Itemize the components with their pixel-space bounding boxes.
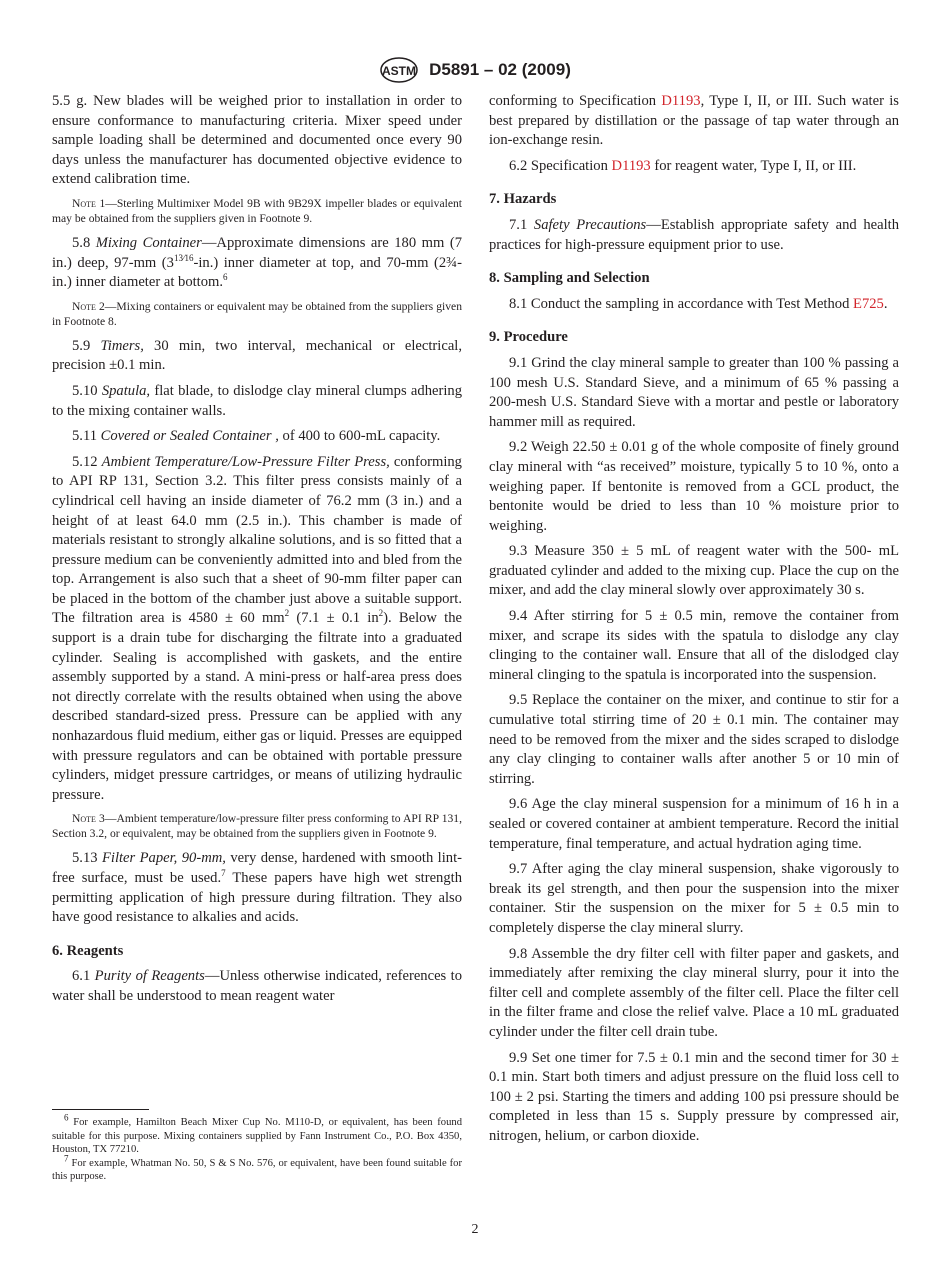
paragraph: [489, 945, 899, 1043]
text-run: 7: [221, 868, 226, 879]
text-run: —Unless otherwise indicated, references to water shall be understood to mean reagent water: [52, 968, 463, 1004]
text-run: (7.1 ± 0.1 in: [289, 610, 379, 627]
document-id: D5891 – 02 (2009): [429, 60, 571, 79]
astm-logo-icon: [379, 57, 419, 83]
text-run: 5.11: [72, 428, 101, 445]
paragraph: [52, 337, 462, 376]
text-run: Mixing Container: [95, 234, 202, 251]
paragraph: [52, 427, 462, 447]
text-run: 9.7 After aging the clay mineral suspension, shake vigorously to break its gel strength, and then pour the suspension into the mixer container. Stir the suspension on the mixer for 5 ± 0.5 min to completely disperse the clay mineral slurry.: [489, 861, 899, 936]
text-run: 5.9: [72, 337, 101, 354]
text-run: 8. Sampling and Selection: [489, 270, 650, 287]
text-run: 9.6 Age the clay mineral suspension for a minimum of 16 h in a sealed or covered container at ambient temperature. Record the initial temperature, final temperature, and actual hydration aging time.: [489, 796, 899, 852]
text-run: Covered or Sealed Container ,: [100, 428, 279, 445]
paragraph: [489, 354, 899, 432]
paragraph: [52, 382, 462, 421]
text-run: 9.5 Replace the container on the mixer, and continue to stir for a cumulative total stirring time of 20 ± 0.1 min. The container may need to be removed from the mixer and the sides scraped to dislodge any clay clinging to container walls after another 5 or 10 min of stirring.: [489, 692, 899, 787]
text-run: 6. Reagents: [52, 942, 124, 959]
footnote-number: 6: [64, 1112, 69, 1123]
text-run: 1—Sterling Multimixer Model 9B with 9B29X impeller blades or equivalent may be obtained from the suppliers given in Footnote 9.: [52, 196, 462, 225]
paragraph: [489, 295, 899, 315]
text-run: 6.2 Specification: [509, 157, 612, 174]
paragraph: [52, 849, 462, 927]
text-run: 3—Ambient temperature/low-pressure filter press conforming to API RP 131, Section 3.2, or equivalent, may be obtained from the suppliers given in Footnote 9.: [52, 812, 462, 841]
text-run: for reagent water, Type I, II, or III.: [650, 157, 857, 174]
text-run: 2—Mixing containers or equivalent may be obtained from the suppliers given in Footnote 8.: [52, 299, 462, 328]
paragraph: [489, 542, 899, 601]
text-run: 7.1: [509, 216, 534, 233]
paragraph: [489, 92, 899, 151]
page-number: 2: [471, 1222, 479, 1237]
footnote-text: For example, Hamilton Beach Mixer Cup No. M110-D, or equivalent, has been found suitable for this purpose. Mixing containers supplied by Fann Instrument Co., P.O. Box 4350, Houston, TX 77210.: [52, 1117, 462, 1156]
paragraph: [489, 1049, 899, 1147]
text-run: 9.2 Weigh 22.50 ± 0.01 g of the whole composite of finely ground clay mineral with “as received” moisture, typically 5 to 10 %, onto a weighing paper. If bentonite is removed from a GCL product, the bentonite would be dried to less than 10 % moisture prior to weighing.: [489, 439, 899, 534]
text-run: ). Below the support is a drain tube for discharging the filtrate into a graduated cylinder. Sealing is accomplished with gaskets, and the entire assembly supported by a stand. A mini-press or half-area press does not directly correlate with the results obtained when using the above described standard-sized press. Pressure can be applied with any nonhazardous fluid medium, either gas or liquid. Presses are equipped with pressure regulators and can be obtained with portable pressure cylinders, midget pressure cartridges, or means of utilizing hydraulic pressure.: [52, 610, 462, 803]
text-run: conforming to API RP 131, Section 3.2. This filter press consists mainly of a cylindrical cell having an inside diameter of 76.2 mm (3 in.) and a height of at least 64.0 mm (2.5 in.). This chamber is made of materials resistant to strongly alkaline solutions, and is so fitted that a pressure medium can be conveniently admitted into and bled from the top. Arrangement is also such that a sheet of 90-mm filter paper can be placed in the bottom of the chamber just above a suitable support. The filtration area is 4580 ± 60 mm: [52, 453, 462, 627]
text-run: , Type I, II, or III. Such water is best prepared by distillation or the passage of tap water through an ion-exchange resin.: [489, 93, 899, 149]
section-heading: [489, 190, 899, 210]
footnote-divider: [52, 1109, 149, 1110]
text-run: of 400 to 600-mL capacity.: [278, 428, 441, 445]
left-column: [52, 92, 462, 1013]
text-run: Filter Paper, 90-mm,: [101, 850, 226, 867]
footnote: [52, 1153, 462, 1184]
text-run: 2: [284, 608, 290, 619]
paragraph: [52, 453, 462, 806]
paragraph: [52, 967, 462, 1006]
text-run: 2: [378, 608, 384, 619]
footnote-number: 7: [64, 1153, 69, 1164]
paragraph: [489, 216, 899, 255]
svg-text:ASTM: ASTM: [382, 64, 417, 78]
paragraph: [489, 438, 899, 536]
right-column: [489, 92, 899, 1153]
paragraph: [489, 691, 899, 789]
text-run: 9.9 Set one timer for 7.5 ± 0.1 min and the second timer for 30 ± 0.1 min. Start both timers and adjust pressure on the fluid loss cell to 100 ± 2 psi. Starting the timers and adding 100 psi pressure should be completed in less than 15 s. Supply pressure by compressed air, nitrogen, helium, or carbon dioxide.: [489, 1049, 899, 1144]
note-label: Note: [72, 196, 96, 210]
text-run: 5.5 g. New blades will be weighed prior to installation in order to ensure conformance to manufacturing criteria. Mixer speed under sample loading shall be determined and documented once every 90 days unless the manufacturer has documented objective evidence to extend calibration time.: [52, 93, 462, 188]
text-run: 9.1 Grind the clay mineral sample to greater than 100 % passing a 100 mesh U.S. Standard Sieve, and a minimum of 65 % passing a 200-mesh U.S. Standard Sieve with a mortar and pestle or laboratory hammer mill as required.: [489, 354, 899, 430]
text-run: 5.12: [72, 453, 102, 470]
note-label: Note: [72, 812, 96, 826]
text-run: conforming to Specification: [489, 93, 662, 109]
text-run: —Establish appropriate safety and health practices for high-pressure equipment prior to use.: [489, 216, 899, 253]
text-run: 30 min, two interval, mechanical or electrical, precision ±0.1 min.: [52, 337, 463, 374]
note: [52, 811, 462, 841]
text-run: 5.10: [72, 382, 102, 399]
text-run: 6: [223, 272, 228, 283]
text-run: 9.3 Measure 350 ± 5 mL of reagent water with the 500- mL graduated cylinder and added to the mixing cup. Place the cup on the mixer, and add the clay mineral slowly over approximately 30 s.: [489, 543, 899, 599]
text-run: 6.1: [72, 968, 95, 985]
note: [52, 299, 462, 329]
text-run: Timers,: [100, 337, 144, 354]
paragraph: [489, 860, 899, 938]
text-run: flat blade, to dislodge clay mineral clumps adhering to the mixing container walls.: [52, 382, 462, 419]
text-run: 8.1 Conduct the sampling in accordance with Test Method: [509, 295, 854, 312]
text-run: .: [883, 295, 888, 312]
text-run: These papers have high wet strength permitting application of high pressure during filtration. They also have good resistance to alkalies and acids.: [52, 870, 462, 926]
standard-link[interactable]: E725: [853, 295, 884, 312]
text-run: 9.4 After stirring for 5 ± 0.5 min, remove the container from mixer, and scrape its sides with the spatula to dislodge any clay clinging to the container wall. Ensure that all of the dislodged clay mineral clinging to the spatula is incorporated into the suspension.: [489, 608, 899, 683]
note-label: Note: [72, 299, 96, 313]
paragraph: [489, 607, 899, 685]
paragraph: [52, 234, 462, 293]
section-heading: [489, 328, 899, 348]
text-run: 5.13: [72, 850, 102, 867]
footnote-text: For example, Whatman No. 50, S & S No. 576, or equivalent, have been found suitable for this purpose.: [52, 1157, 462, 1183]
text-run: 9.8 Assemble the dry filter cell with filter paper and gaskets, and immediately after remixing the clay mineral slurry, pour it into the filter cell and complete assembly of the filter cell. Place the filter cell in the filter frame and close the relief valve. Place a 10 mL graduated cylinder under the filter cell drain tube.: [489, 945, 899, 1040]
text-run: 5.8: [72, 234, 96, 251]
section-heading: [489, 269, 899, 289]
text-run: Ambient Temperature/Low-Pressure Filter Press,: [101, 453, 390, 470]
text-run: 7. Hazards: [489, 191, 557, 208]
standard-link[interactable]: D1193: [661, 93, 701, 109]
text-run: -in.) inner diameter at top, and 70-mm (2¾-in.) inner diameter at bottom.: [52, 254, 462, 291]
paragraph: [489, 795, 899, 854]
standard-link[interactable]: D1193: [611, 157, 651, 174]
text-run: Purity of Reagents: [94, 968, 205, 985]
note: [52, 196, 462, 226]
text-run: Safety Precautions: [533, 216, 647, 233]
text-run: 9. Procedure: [489, 329, 568, 346]
footnotes: [52, 1112, 462, 1184]
paragraph: [52, 92, 462, 190]
text-run: Spatula,: [101, 382, 151, 399]
paragraph: [489, 157, 899, 177]
page-header: [0, 57, 950, 83]
text-run: 13⁄16: [173, 252, 194, 263]
footnote: [52, 1112, 462, 1157]
text-run: —Approximate dimensions are 180 mm (7 in.) deep, 97-mm (3: [52, 234, 463, 271]
section-heading: [52, 942, 462, 962]
text-run: very dense, hardened with smooth lint-free surface, must be used.: [52, 850, 463, 886]
